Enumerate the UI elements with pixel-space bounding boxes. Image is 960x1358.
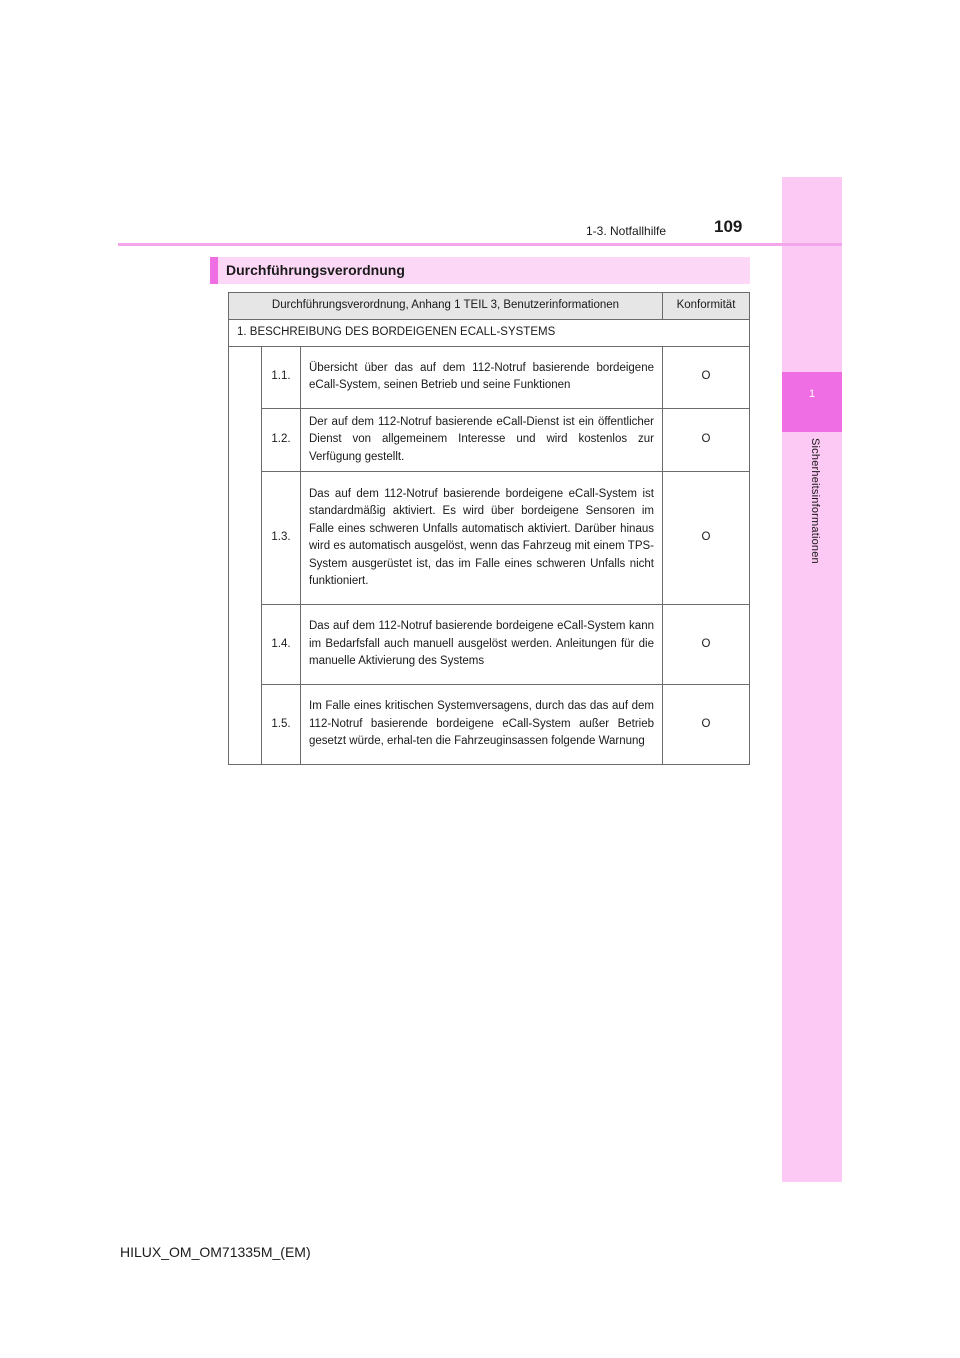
row-text: Das auf dem 112-Notruf basierende bordeigene eCall-System ist standardmäßig aktiviert. Es wird über bordeigene Sensoren im Falle eines schweren Unfalls automatisch aktiviert. Darüber hinaus wird es automatisch ausgelöst, wenn das Fahrzeug mit einem TPS-System ausgerüstet ist, das im Falle eines schweren Unfalls nicht funktioniert. [301, 472, 663, 605]
document-id: HILUX_OM_OM71335M_(EM) [120, 1244, 311, 1260]
table-header-row [229, 293, 750, 320]
row-conformity: O [663, 346, 750, 408]
table-row [229, 472, 750, 605]
row-number: 1.4. [262, 605, 301, 685]
indent-cell [229, 346, 262, 765]
chapter-number: 1 [808, 388, 816, 400]
header-section-title: 1-3. Notfallhilfe [586, 224, 667, 238]
row-text: Übersicht über das auf dem 112-Notruf basierende bordeigene eCall-System, seinen Betrieb und seine Funktionen [301, 346, 663, 408]
row-text: Im Falle eines kritischen Systemversagens, durch das das auf dem 112-Notruf basierende bordeigene eCall-System außer Betrieb gesetzt würde, erhal-ten die Fahrzeuginsassen folgende Warnung [301, 685, 663, 765]
header-conformity: Konformität [663, 293, 750, 320]
row-number: 1.3. [262, 472, 301, 605]
chapter-marker [782, 372, 842, 432]
row-conformity: O [663, 472, 750, 605]
row-number: 1.2. [262, 408, 301, 472]
row-number: 1.1. [262, 346, 301, 408]
table-row [229, 605, 750, 685]
table-row [229, 346, 750, 408]
section-heading: Durchführungsverordnung [210, 257, 750, 284]
row-conformity: O [663, 605, 750, 685]
row-number: 1.5. [262, 685, 301, 765]
header-regulation: Durchführungsverordnung, Anhang 1 TEIL 3, Benutzerinformationen [229, 293, 663, 320]
table-row [229, 408, 750, 472]
row-text: Der auf dem 112-Notruf basierende eCall-Dienst ist ein öffentlicher Dienst von allgemeinem Interesse und wird kostenlos zur Verfügung gestellt. [301, 408, 663, 472]
chapter-title: Sicherheitsinformationen [809, 438, 821, 564]
intro-cell: 1. BESCHREIBUNG DES BORDEIGENEN ECALL-SYSTEMS [229, 320, 750, 347]
header-divider [118, 243, 842, 246]
regulation-table [228, 292, 750, 765]
page-number: 109 [714, 217, 743, 236]
table-row [229, 685, 750, 765]
row-conformity: O [663, 408, 750, 472]
chapter-side-tab [782, 177, 842, 1182]
table-intro-row [229, 320, 750, 347]
row-text: Das auf dem 112-Notruf basierende bordeigene eCall-System kann im Bedarfsfall auch manuell ausgelöst werden. Anleitungen für die manuelle Aktivierung des Systems [301, 605, 663, 685]
row-conformity: O [663, 685, 750, 765]
